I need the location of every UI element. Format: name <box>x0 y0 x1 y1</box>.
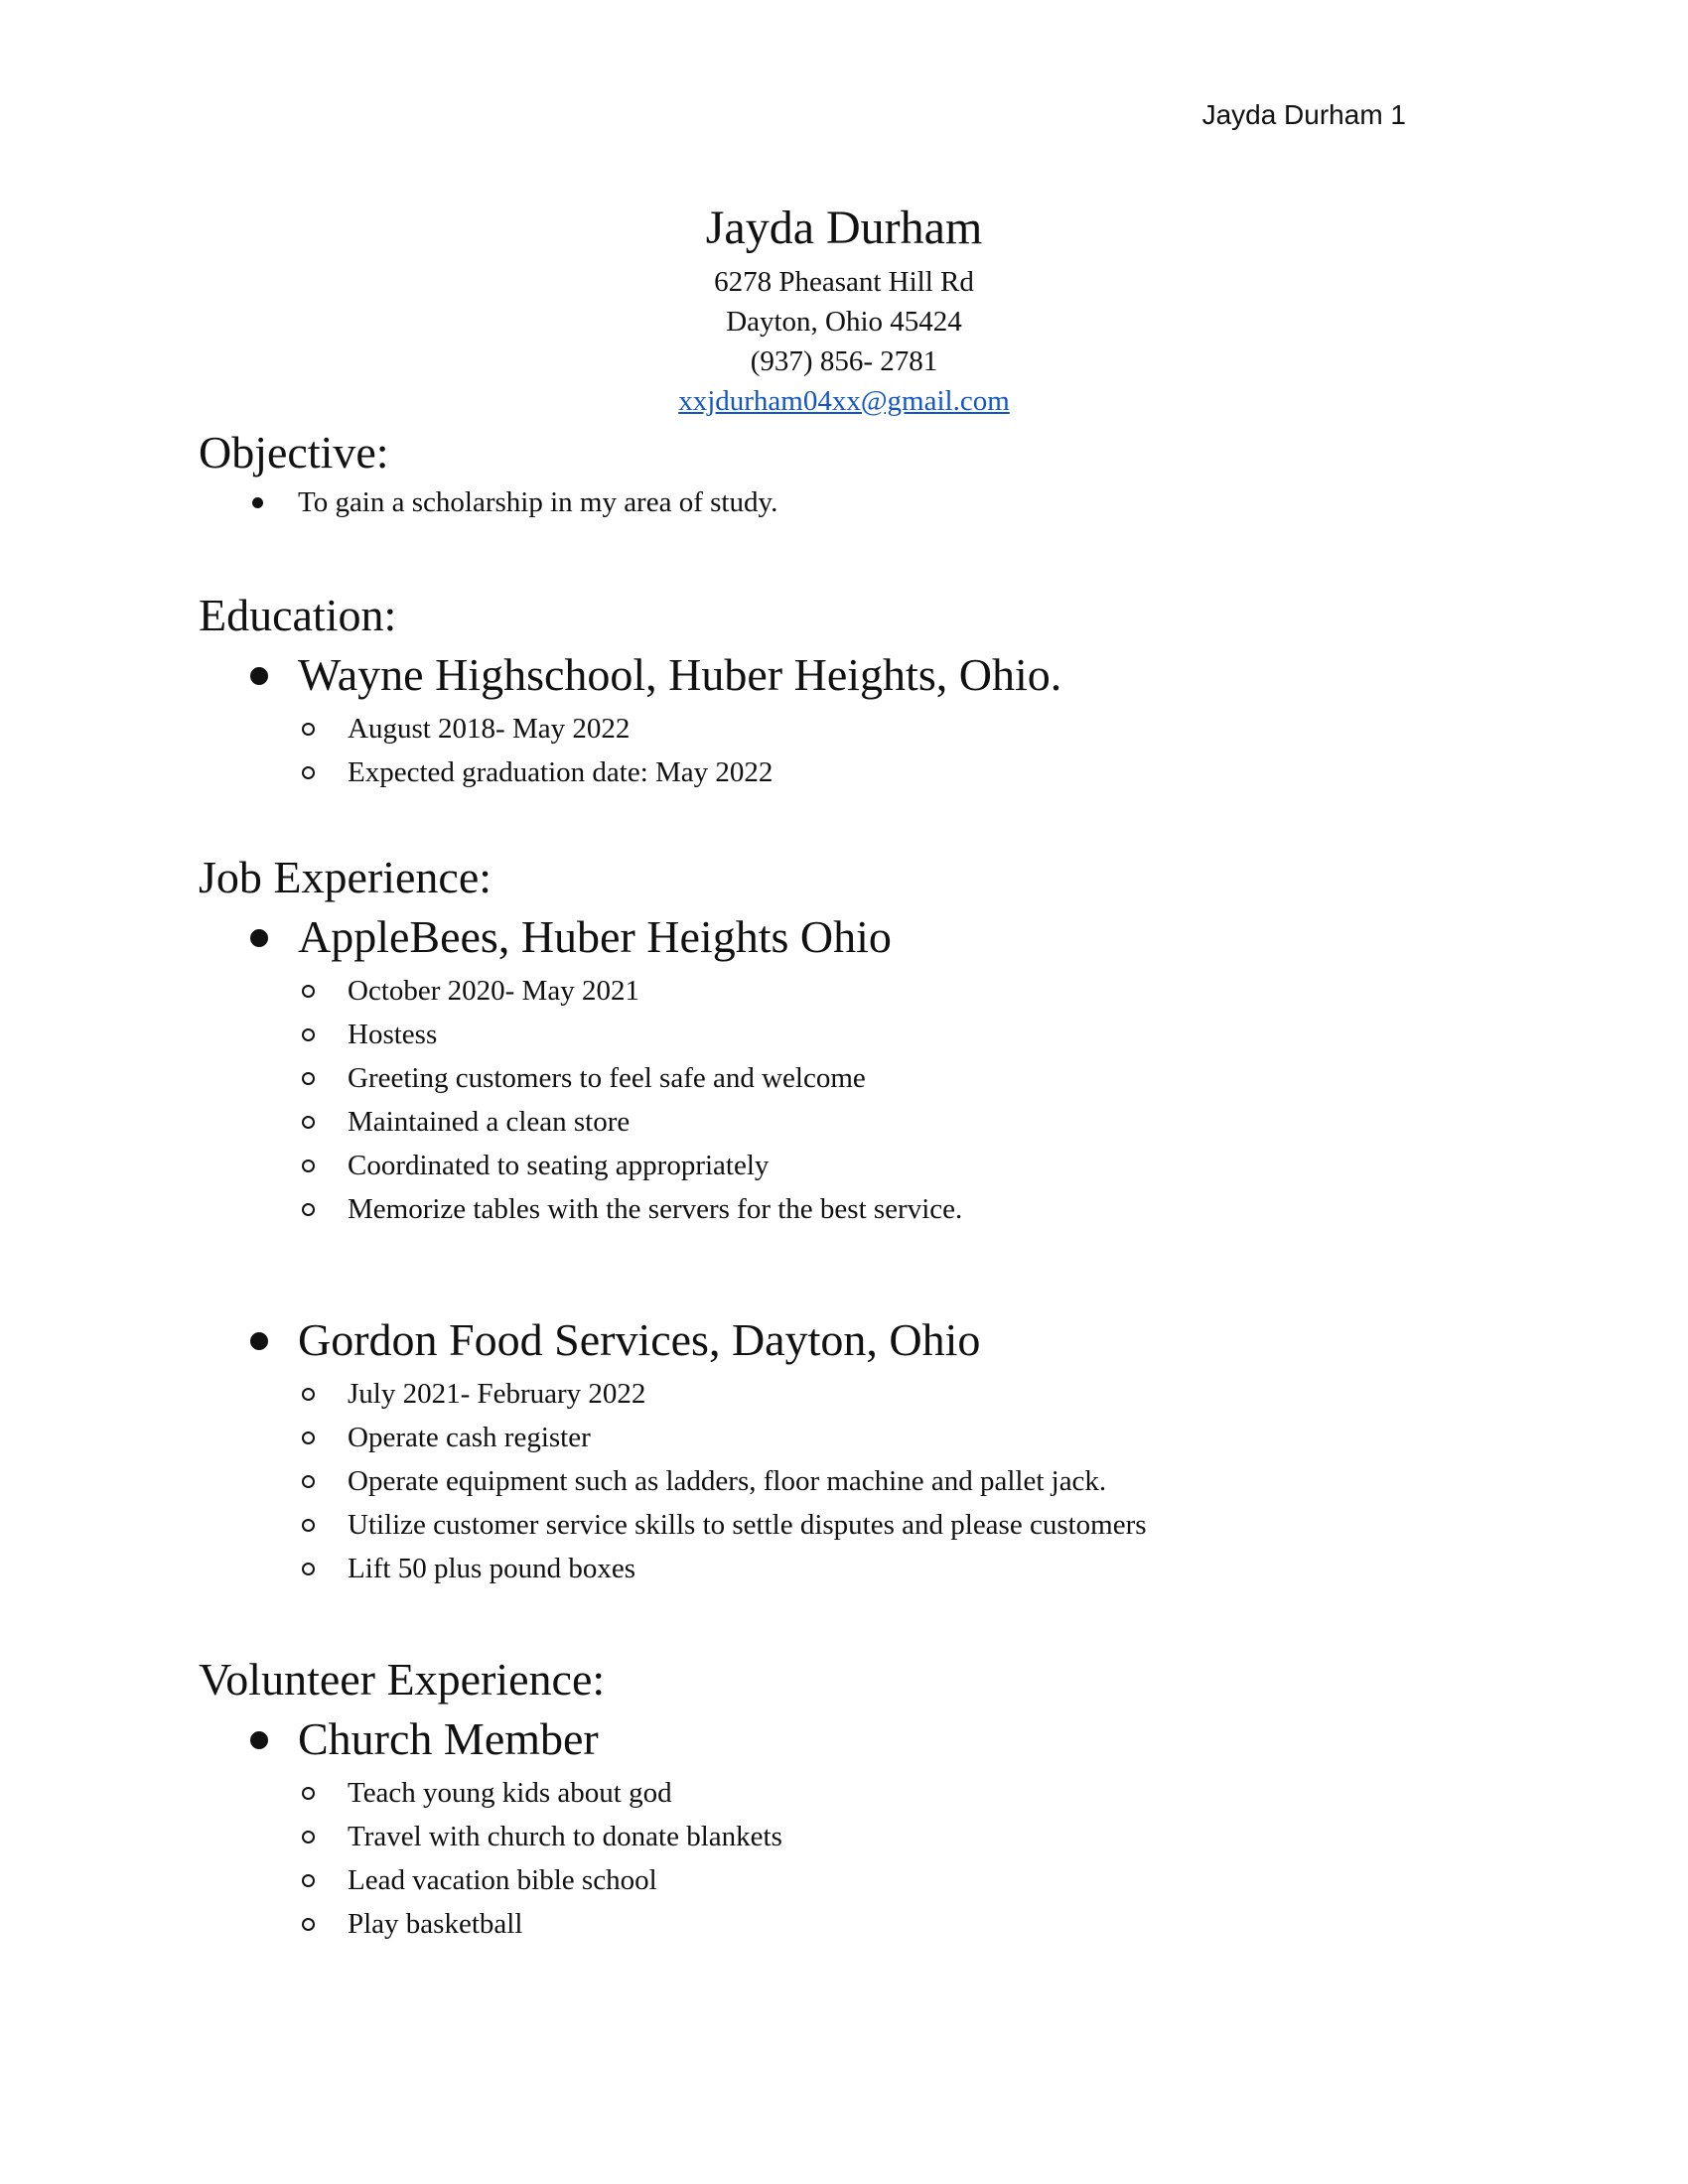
list-item: Hostess <box>298 1013 1509 1056</box>
list-item: Lift 50 plus pound boxes <box>298 1547 1509 1590</box>
list-item: Greeting customers to feel safe and welcome <box>298 1056 1509 1100</box>
job-details <box>298 1372 1509 1590</box>
list-item: Coordinated to seating appropriately <box>298 1144 1509 1187</box>
volunteer-role: Church Member <box>298 1713 599 1764</box>
education-details <box>298 707 1509 794</box>
list-item: Play basketball <box>298 1902 1509 1946</box>
job-details <box>298 969 1509 1231</box>
employer-name: AppleBees, Huber Heights Ohio <box>298 911 892 962</box>
volunteer-list <box>248 1707 1509 1946</box>
school-item <box>248 643 1509 794</box>
job-list-2 <box>248 1308 1509 1590</box>
applicant-name: Jayda Durham <box>705 202 983 254</box>
list-item: Lead vacation bible school <box>298 1858 1509 1902</box>
email-link[interactable]: xxjdurham04xx@gmail.com <box>678 385 1010 417</box>
job-item <box>248 1308 1509 1590</box>
page-header: Jayda Durham 1 <box>1201 99 1406 130</box>
list-item: Operate cash register <box>298 1416 1509 1459</box>
list-item: Teach young kids about god <box>298 1771 1509 1815</box>
job-item <box>248 905 1509 1231</box>
city-state-zip: Dayton, Ohio 45424 <box>726 306 962 338</box>
volunteer-details <box>298 1771 1509 1946</box>
list-item: Travel with church to donate blankets <box>298 1815 1509 1858</box>
employer-name: Gordon Food Services, Dayton, Ohio <box>298 1314 981 1365</box>
list-item: Memorize tables with the servers for the best service. <box>298 1187 1509 1231</box>
education-list <box>248 643 1509 794</box>
list-item: August 2018- May 2022 <box>298 707 1509 751</box>
list-item: Utilize customer service skills to settle disputes and please customers <box>298 1503 1509 1547</box>
resume-body <box>199 425 1509 1946</box>
phone-number: (937) 856- 2781 <box>750 345 938 377</box>
job-experience-heading: Job Experience: <box>199 852 492 902</box>
school-name: Wayne Highschool, Huber Heights, Ohio. <box>298 649 1062 700</box>
volunteer-heading: Volunteer Experience: <box>199 1654 606 1705</box>
objective-item: To gain a scholarship in my area of study. <box>248 480 1509 524</box>
list-item: Expected graduation date: May 2022 <box>298 751 1509 794</box>
list-item: October 2020- May 2021 <box>298 969 1509 1013</box>
volunteer-item <box>248 1707 1509 1946</box>
objective-list <box>248 480 1509 524</box>
job-list <box>248 905 1509 1231</box>
list-item: Maintained a clean store <box>298 1100 1509 1144</box>
list-item: July 2021- February 2022 <box>298 1372 1509 1416</box>
objective-heading: Objective: <box>199 427 389 478</box>
street-address: 6278 Pheasant Hill Rd <box>714 266 974 298</box>
contact-block <box>0 199 1688 421</box>
list-item: Operate equipment such as ladders, floor machine and pallet jack. <box>298 1459 1509 1503</box>
education-heading: Education: <box>199 590 397 640</box>
